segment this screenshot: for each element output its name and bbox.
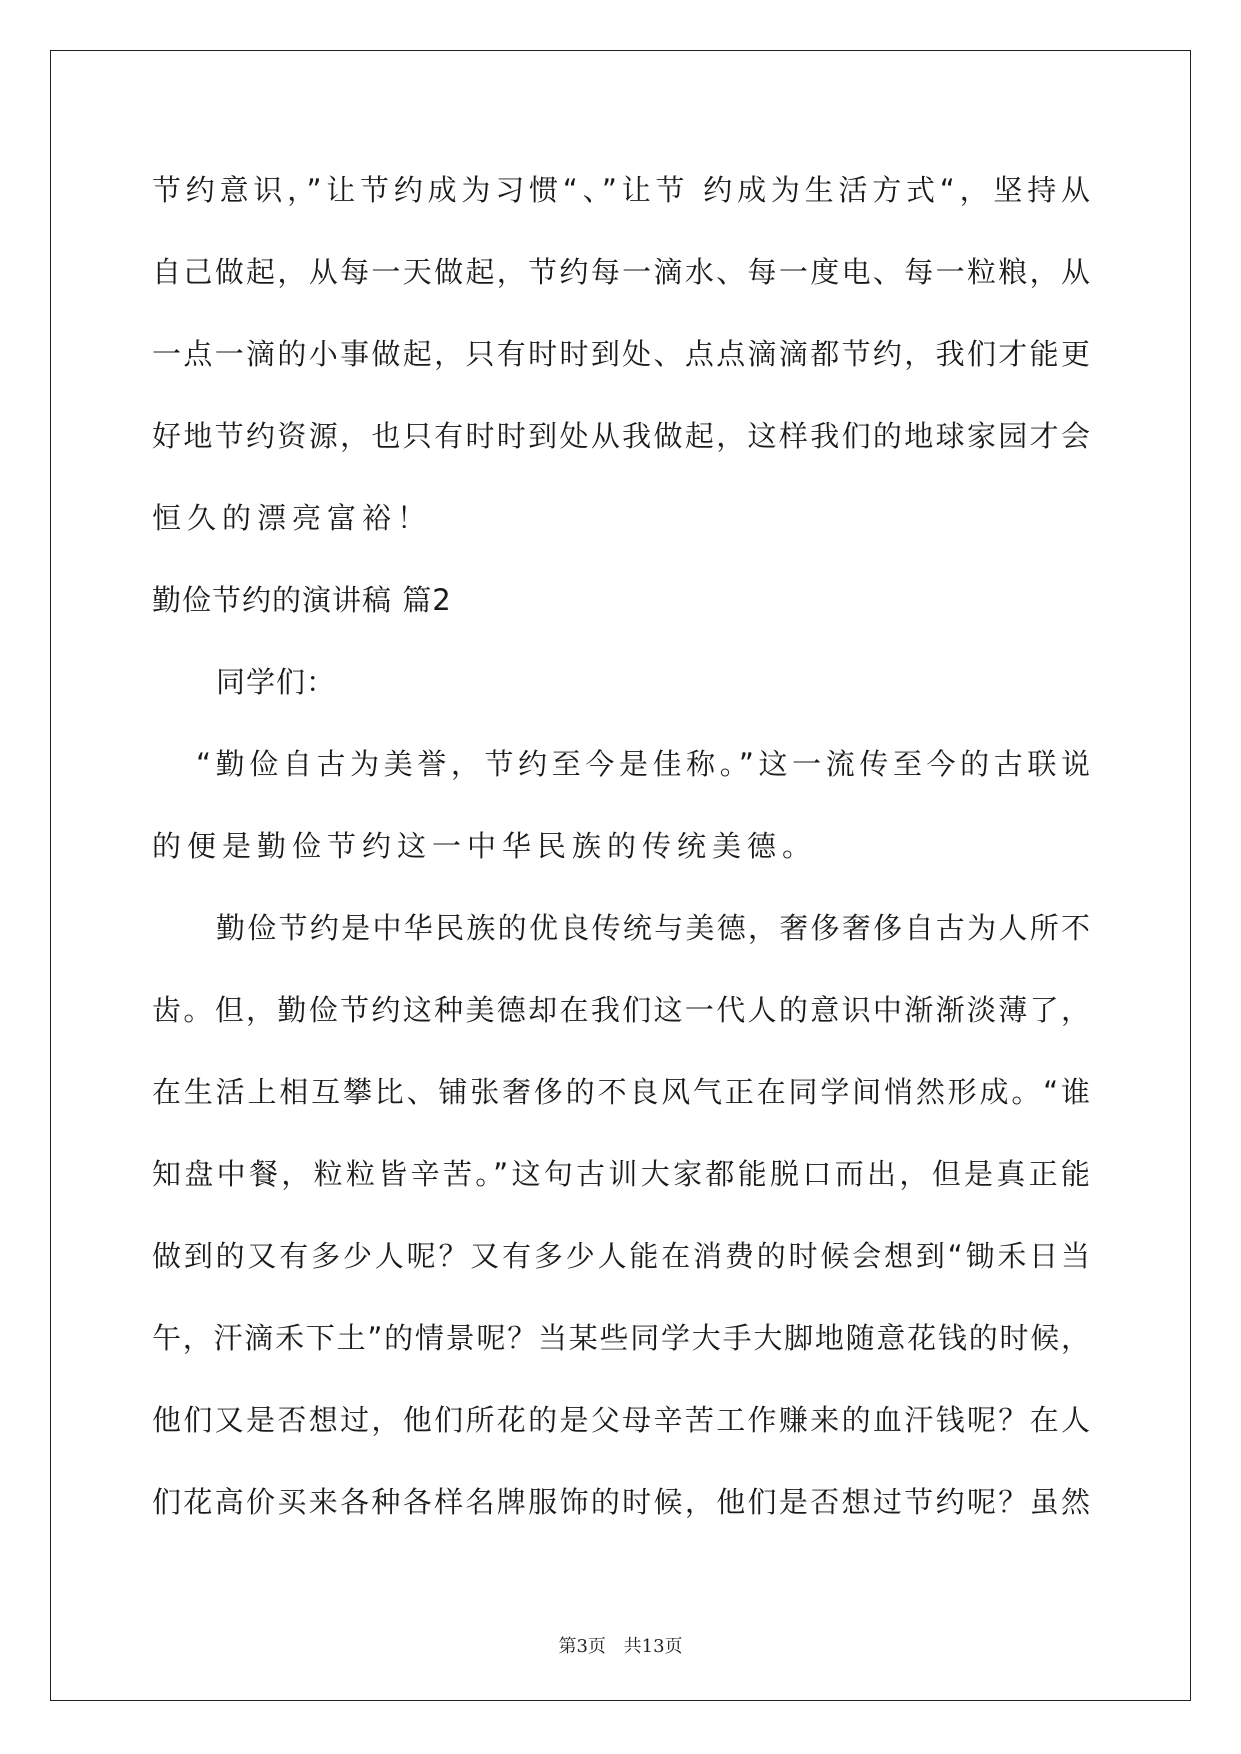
page-number: 第3页 <box>558 1636 606 1657</box>
text-line: 的便是勤俭节约这一中华民族的传统美德。 <box>152 829 818 863</box>
text-line: 知盘中餐，粒粒皆辛苦。”这句古训大家都能脱口而出，但是真正能 <box>152 1157 1090 1191</box>
text-line: 在生活上相互攀比、铺张奢侈的不良风气正在同学间悄然形成。“谁 <box>152 1075 1090 1109</box>
salutation: 同学们： <box>216 665 337 699</box>
text-line: 恒久的漂亮富裕！ <box>152 501 433 535</box>
text-line: 午，汗滴禾下土”的情景呢？当某些同学大手大脚地随意花钱的时候， <box>152 1321 1090 1355</box>
text-line: 齿。但，勤俭节约这种美德却在我们这一代人的意识中渐渐淡薄了， <box>152 993 1090 1027</box>
text-line: 他们又是否想过，他们所花的是父母辛苦工作赚来的血汗钱呢？在人 <box>152 1403 1090 1437</box>
text-line: 自己做起，从每一天做起，节约每一滴水、每一度电、每一粒粮，从 <box>152 255 1090 289</box>
text-line: “勤俭自古为美誉，节约至今是佳称。”这一流传至今的古联说 <box>196 747 1090 781</box>
section-heading: 勤俭节约的演讲稿 篇2 <box>152 583 452 617</box>
text-line: 们花高价买来各种各样名牌服饰的时候，他们是否想过节约呢？虽然 <box>152 1485 1090 1519</box>
text-line: 一点一滴的小事做起，只有时时到处、点点滴滴都节约，我们才能更 <box>152 337 1090 371</box>
text-line: 做到的又有多少人呢？又有多少人能在消费的时候会想到“锄禾日当 <box>152 1239 1090 1273</box>
text-line: 好地节约资源，也只有时时到处从我做起，这样我们的地球家园才会 <box>152 419 1090 453</box>
page-total: 共13页 <box>623 1636 683 1657</box>
text-line: 勤俭节约是中华民族的优良传统与美德，奢侈奢侈自古为人所不 <box>216 911 1090 945</box>
document-body <box>152 164 1090 1558</box>
text-line: 节约意识，”让节约成为习惯“、”让节 约成为生活方式“，坚持从 <box>152 173 1090 207</box>
page-footer <box>0 1632 1241 1658</box>
